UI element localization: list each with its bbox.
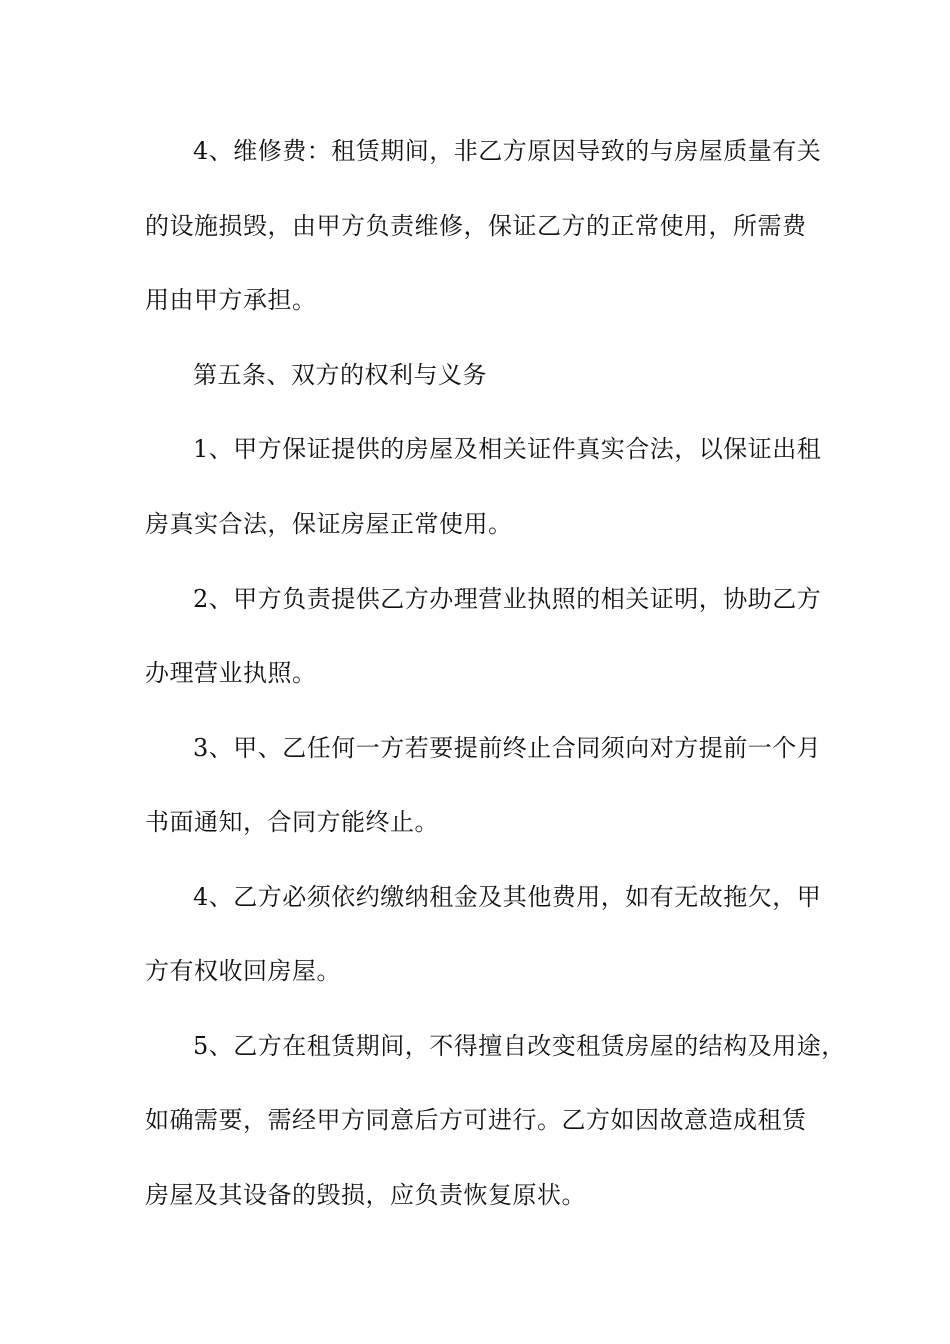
- text-line: 方有权收回房屋。: [145, 957, 341, 985]
- text-line: 3、甲、乙任何一方若要提前终止合同须向对方提前一个月: [193, 734, 822, 762]
- text-line: 1、甲方保证提供的房屋及相关证件真实合法，以保证出租: [193, 435, 822, 463]
- text-line: 如确需要，需经甲方同意后方可进行。乙方如因故意造成租赁: [145, 1106, 807, 1134]
- text-line: 用由甲方承担。: [145, 286, 317, 314]
- section-heading: 第五条、双方的权利与义务: [193, 361, 487, 389]
- text-line: 2、甲方负责提供乙方办理营业执照的相关证明，协助乙方: [193, 585, 822, 613]
- text-line: 办理营业执照。: [145, 659, 317, 687]
- text-line: 书面通知，合同方能终止。: [145, 808, 439, 836]
- text-line: 5、乙方在租赁期间，不得擅自改变租赁房屋的结构及用途，: [193, 1032, 846, 1060]
- text-line: 的设施损毁，由甲方负责维修，保证乙方的正常使用，所需费: [145, 212, 807, 240]
- text-line: 房屋及其设备的毁损，应负责恢复原状。: [145, 1181, 586, 1209]
- text-line: 房真实合法，保证房屋正常使用。: [145, 510, 513, 538]
- text-line: 4、乙方必须依约缴纳租金及其他费用，如有无故拖欠，甲: [193, 883, 822, 911]
- text-line: 4、维修费：租赁期间，非乙方原因导致的与房屋质量有关: [193, 137, 822, 165]
